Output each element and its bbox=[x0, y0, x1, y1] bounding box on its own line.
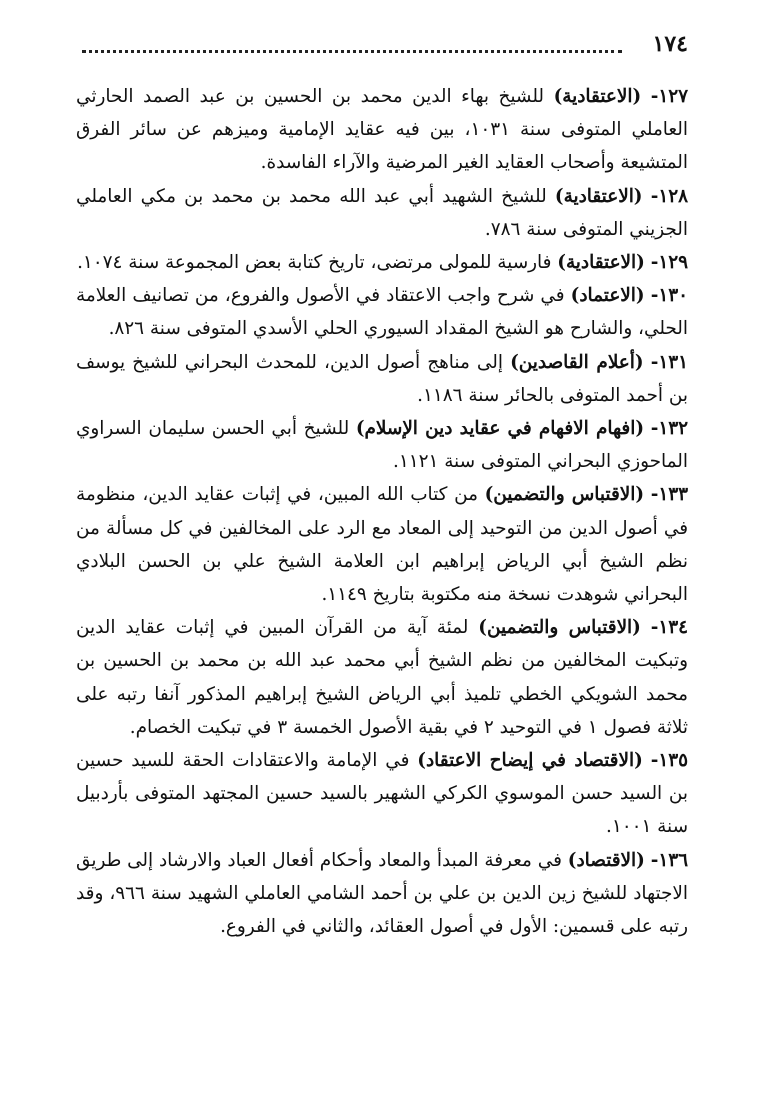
entry-132 bbox=[76, 412, 688, 478]
entry-number: ١٢٨- bbox=[650, 185, 688, 207]
entry-title: (الاقتصاد) bbox=[567, 849, 645, 871]
entry-text: للشيخ الشهيد أبي عبد الله محمد بن محمد بن مكي العاملي الجزيني المتوفى سنة ٧٨٦. bbox=[76, 185, 688, 240]
page-number: ١٧٤ bbox=[652, 31, 688, 57]
entry-number: ١٢٧- bbox=[650, 86, 688, 107]
entry-text: إلى مناهج أصول الدين، للمحدث البحراني للشيخ يوسف بن أحمد المتوفى بالحائر سنة ١١٨٦. bbox=[76, 351, 688, 406]
entry-title: (الاعتقادية) bbox=[554, 185, 643, 207]
entry-text: في معرفة المبدأ والمعاد وأحكام أفعال العباد والارشاد إلى طريق الاجتهاد للشيخ زين الدين بن علي بن أحمد الشامي العاملي الشهيد سنة ٩٦٦، وقد رتبه على قسمين: الأول في أصول العقائد، والثاني في الفروع. bbox=[76, 849, 688, 938]
entry-131 bbox=[76, 346, 688, 412]
entry-130 bbox=[76, 279, 688, 345]
entry-136 bbox=[76, 844, 688, 944]
header-dotted-rule bbox=[82, 50, 622, 53]
entry-134 bbox=[76, 611, 688, 744]
entry-128 bbox=[76, 180, 688, 246]
entry-number: ١٣٣- bbox=[650, 484, 688, 506]
entry-text: لمئة آية من القرآن المبين في إثبات عقايد الدين وتبكيت المخالفين من نظم الشيخ أبي محمد عبد الله بن محمد بن الحسين بن محمد الشويكي الخطي تلميذ أبي الرياض الشيخ إبراهيم المذكور آنفا رتبه على ثلاثة فصول ١ في التوحيد ٢ في بقية الأصول الخمسة ٣ في تبكيت الخصام. bbox=[76, 617, 688, 738]
entry-title: (أعلام القاصدين) bbox=[510, 351, 644, 373]
entry-number: ١٢٩- bbox=[650, 252, 688, 274]
entry-number: ١٣١- bbox=[650, 351, 688, 373]
entry-129 bbox=[76, 246, 688, 279]
page-header bbox=[76, 30, 688, 58]
entry-number: ١٣٦- bbox=[650, 849, 688, 871]
entry-title: (الاعتقادية) bbox=[553, 86, 642, 107]
entry-text: في شرح واجب الاعتقاد في الأصول والفروع، من تصانيف العلامة الحلي، والشارح هو الشيخ المقداد السيوري الحلي الأسدي المتوفى سنة ٨٢٦. bbox=[76, 285, 688, 340]
entry-text: للشيخ بهاء الدين محمد بن الحسين بن عبد الصمد الحارثي العاملي المتوفى سنة ١٠٣١، بين فيه عقايد الإمامية وميزهم عن سائر الفرق المتشيعة وأصحاب العقايد الغير المرضية والآراء الفاسدة. bbox=[76, 86, 688, 174]
entry-133 bbox=[76, 478, 688, 611]
entry-text: في الإمامة والاعتقادات الحقة للسيد حسين بن السيد حسن الموسوي الكركي الشهير بالسيد حسين المجتهد المتوفى بأردبيل سنة ١٠٠١. bbox=[76, 750, 688, 838]
entry-number: ١٣٢- bbox=[650, 418, 688, 440]
entry-text: للشيخ أبي الحسن سليمان السراوي الماحوزي البحراني المتوفى سنة ١١٢١. bbox=[76, 418, 688, 473]
entry-127 bbox=[76, 80, 688, 180]
entries-list bbox=[76, 80, 688, 943]
entry-title: (الاقتباس والتضمين) bbox=[478, 617, 641, 639]
entry-title: (الاقتباس والتضمين) bbox=[484, 484, 645, 506]
entry-number: ١٣٠- bbox=[650, 285, 688, 307]
entry-135 bbox=[76, 744, 688, 844]
entry-title: (الاقتصاد في إيضاح الاعتقاد) bbox=[417, 750, 643, 772]
entry-number: ١٣٥- bbox=[650, 750, 688, 772]
entry-title: (الاعتماد) bbox=[570, 285, 645, 307]
entry-title: (الاعتقادية) bbox=[557, 252, 645, 274]
entry-text: من كتاب الله المبين، في إثبات عقايد الدين، منظومة في أصول الدين من التوحيد إلى المعاد مع الرد على المخالفين في كل مسألة من نظم الشيخ أبي الرياض إبراهيم ابن العلامة الشيخ علي بن الحسن البلادي البحراني شوهدت نسخة منه مكتوبة بتاريخ ١١٤٩. bbox=[76, 484, 688, 606]
entry-text: فارسية للمولى مرتضى، تاريخ كتابة بعض المجموعة سنة ١٠٧٤. bbox=[77, 252, 552, 274]
entry-number: ١٣٤- bbox=[650, 617, 688, 639]
entry-title: (افهام الافهام في عقايد دين الإسلام) bbox=[355, 418, 645, 440]
